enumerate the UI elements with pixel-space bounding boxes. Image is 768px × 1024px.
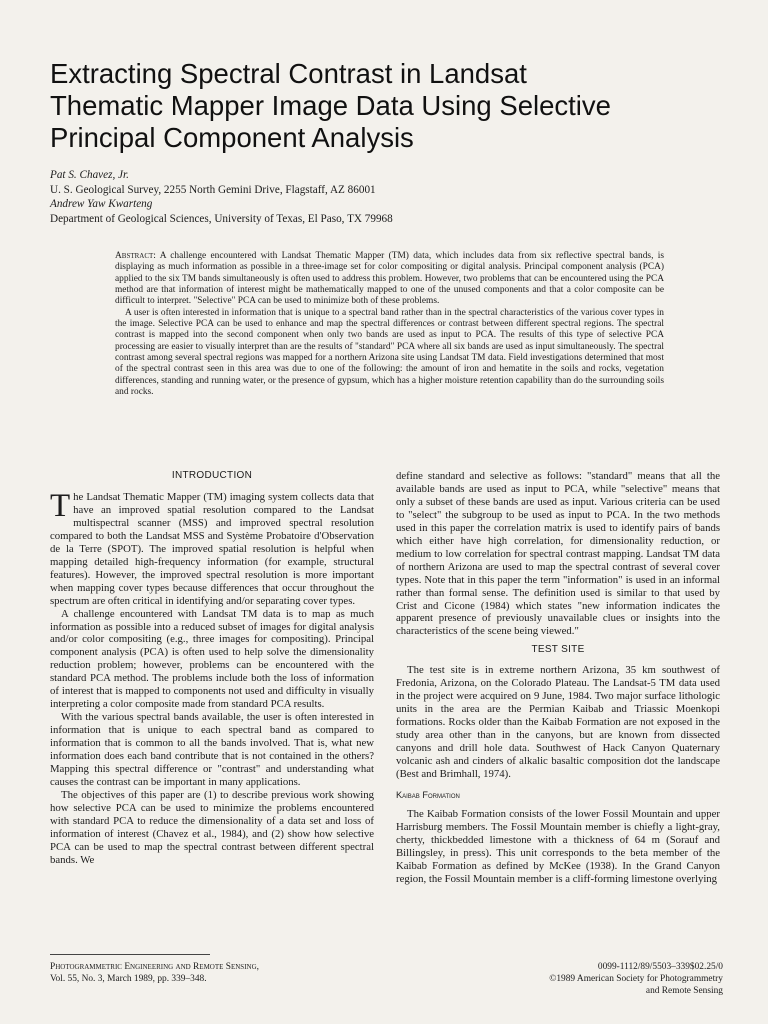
abstract-text-1: A challenge encountered with Landsat Thematic Mapper (TM) data, which includes data from six reflective spectral bands, is displaying as much information as possible in a three-image set for color compositing or digital analysis. Principal component analysis (PCA) applied to the six TM bands simultaneously is often used to address this problem. However, two problems that can be encountered using the PCA method are that information of interest might be mathematically mapped to one of the unused components and that a color composite can be difficult to interpret. "Selective" PCA can be used to minimize both of these problems.: [115, 251, 664, 307]
drop-cap: T: [50, 488, 71, 524]
issn-code: 0099-1112/89/5503–339$02.25/0: [597, 962, 723, 972]
author-affiliation-2: Department of Geological Sciences, University of Texas, El Paso, TX 79968: [50, 212, 393, 225]
journal-footer: [50, 961, 370, 985]
test-site-heading: TEST SITE: [531, 644, 585, 656]
author-block: [50, 168, 730, 226]
author-name-2: Andrew Yaw Kwarteng: [50, 198, 153, 210]
intro-paragraph-1: [50, 488, 374, 608]
right-column: [396, 470, 720, 886]
left-column: [50, 470, 374, 867]
copyright-footer: [440, 961, 723, 997]
intro-paragraph-3: With the various spectral bands available, the user is often interested in information that is unique to each spectral band as compared to information that is common to all the bands involved. That is, what new information does each band contribute that is not contained in the others? Mapping this spectral difference or "contrast" and understanding what causes the contrast can be important in many applications.: [50, 711, 374, 788]
title-line-1: Extracting Spectral Contrast in Landsat: [50, 58, 527, 89]
kaibab-formation-heading: Kaibab Formation: [396, 789, 460, 800]
author-name-1: Pat S. Chavez, Jr.: [50, 169, 129, 181]
journal-name: Photogrammetric Engineering and Remote Sensing,: [50, 962, 259, 972]
title-line-2: Thematic Mapper Image Data Using Selective: [50, 90, 611, 121]
abstract-paragraph-2: A user is often interested in information that is unique to a spectral band rather than in the spectral characteristics of the various cover types in the image. Selective PCA can be used to enhance and map the spectral differences or contrast between different spectral regions. The spectral contrast is mapped into the second component when only two bands are used as input to PCA. The results of this type of selective PCA processing are easier to visually interpret than are the results of "standard" PCA where all six bands are used as input simultaneously. The spectral contrast among several spectral regions was mapped for a northern Arizona site using Landsat TM data. Field investigations determined that most of the spectral contrast seen in this area was due to one of the following: the amount of iron and hematite in the soils and rocks, vegetation differences, standing and running water, or the presence of gypsum, which has a higher moisture retention capability than do the surrounding soils and rocks.: [115, 307, 664, 398]
abstract: [115, 251, 664, 398]
kaibab-paragraph: The Kaibab Formation consists of the lower Fossil Mountain and upper Harrisburg members. The Fossil Mountain member is chiefly a light-gray, cherty, thickbedded limestone with a thickness of 64 m (Sorauf and Billingsley, in press). This unit corresponds to the beta member of the Kaibab Formation as defined by McKee (1938). In the Grand Canyon region, the Fossil Mountain member is a cliff-forming limestone overlying: [396, 807, 720, 885]
intro-paragraph-4: The objectives of this paper are (1) to describe previous work showing how selective PCA can be used to minimize the problems encountered with standard PCA to reduce the dimensionality of a data set and loss of information of interest (Chavez et al., 1984), and (2) show how selective PCA can be used to map the spectral contrast between different spectral bands. We: [50, 788, 374, 866]
definition-paragraph: define standard and selective as follows: "standard" means that all the available bands are used as input to PCA, while "selective" means that only a subset of these bands are used as input. Various criteria can be used to "select" the subgroup to be used as input to PCA. In the two methods used in this paper the correlation matrix is used to identify pairs of bands which either have high correlation, for dimensionality reduction, or medium to low correlation for spectral contrast mapping. Landsat TM data of northern Arizona are used to map the spectral contrast of several cover types. Note that in this paper the term "information" is used in an informal rather than formal sense. The definition used is similar to that used by Crist and Cicone (1984) which states "new information indicates the apparent presence of previously unavailable clues or insights into the characteristics of the scene being viewed.": [396, 470, 720, 638]
introduction-heading: INTRODUCTION: [171, 470, 253, 481]
abstract-paragraph-1: [115, 251, 664, 308]
title-line-3: Principal Component Analysis: [50, 122, 414, 153]
journal-citation: Vol. 55, No. 3, March 1989, pp. 339–348.: [50, 974, 207, 984]
copyright-line: ©1989 American Society for Photogrammetry: [549, 974, 723, 984]
footer-divider: [50, 954, 210, 955]
intro-paragraph-2: A challenge encountered with Landsat TM data is to map as much information as possible into a reduced subset of images for digital analysis and/or color compositing (e.g., three images for compositing). Principal component analysis (PCA) is often used to help solve the dimensionality reduction problem; however, problems can be encountered with the standard PCA method. The problems include both the loss of information of interest that is mapped to components not used and difficulty in visually interpreting a color composite made from standard PCA results.: [50, 607, 374, 711]
test-site-paragraph: The test site is in extreme northern Arizona, 35 km southwest of Fredonia, Arizona, on the Colorado Plateau. The Landsat-5 TM data used in the project were acquired on 9 June, 1984. Two major surface lithologic units in the area are the Permian Kaibab and Triassic Moenkopi formations. Rocks older than the Kaibab Formation are not exposed in the study area other than in the canyons, but are known from dissected canyons and drill hole data. Southwest of Hack Canyon Quaternary volcanic ash and cinders of alkalic basaltic composition dot the landscape (Best and Brimhall, 1974).: [396, 664, 720, 781]
abstract-label: Abstract:: [115, 251, 156, 261]
copyright-line-2: and Remote Sensing: [645, 986, 723, 996]
intro-text-1: he Landsat Thematic Mapper (TM) imaging system collects data that have an improved spatial resolution compared to the Landsat multispectral scanner (MSS) and improved spectral resolution compared to both the Landsat MSS and Système Probatoire d'Observation de la Terre (SPOT). The improved spatial resolution is helpful when mapping detailed high-frequency information (for example, structural features). However, the improved spectral resolution is more important when mapping cover types because differences that occur throughout the spectrum are often critical in identifying and/or separating cover types.: [50, 491, 374, 607]
paper-title: [50, 58, 740, 154]
author-affiliation-1: U. S. Geological Survey, 2255 North Gemini Drive, Flagstaff, AZ 86001: [50, 183, 376, 196]
